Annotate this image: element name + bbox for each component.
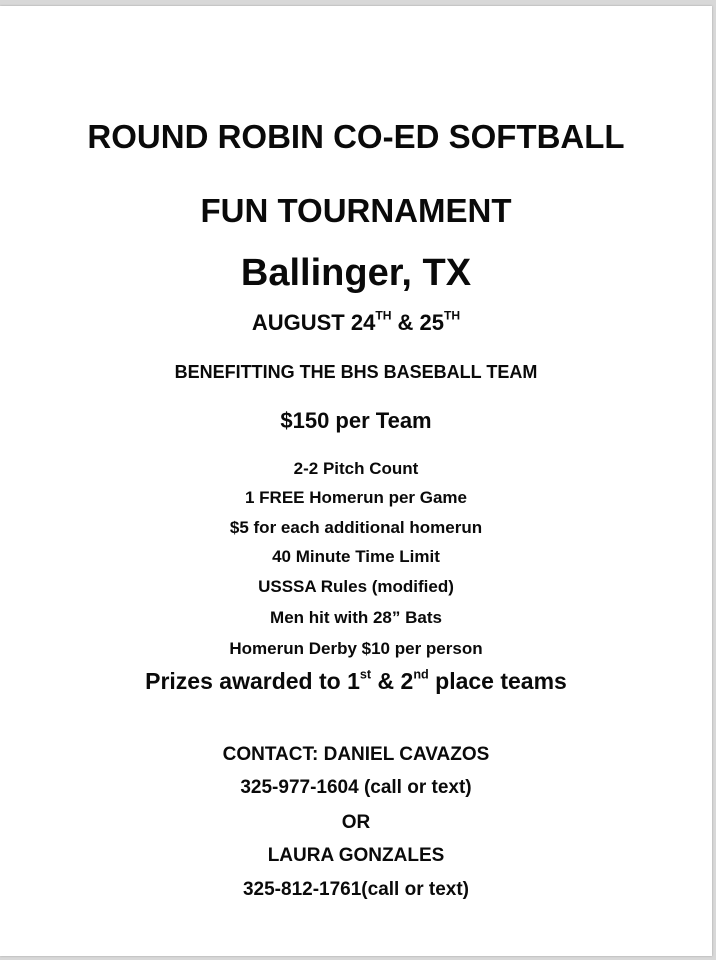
title-line-1: ROUND ROBIN CO-ED SOFTBALL (87, 118, 625, 155)
contact-or: OR (341, 812, 371, 833)
date-middle: & 25 (391, 310, 445, 335)
prizes-sup-2: nd (413, 667, 429, 682)
prizes-sup-1: st (359, 667, 372, 682)
prizes-text (0, 668, 712, 695)
prizes-part-2: & 2 (371, 668, 414, 694)
benefit-text: BENEFITTING THE BHS BASEBALL TEAM (174, 362, 538, 382)
rule-item: 1 FREE Homerun per Game (244, 488, 467, 507)
contact-phone-2: 325-812-1761(call or text) (242, 879, 469, 900)
rule-item: Homerun Derby $10 per person (229, 639, 483, 658)
date-sup-1: TH (375, 308, 392, 323)
prizes-part-1: Prizes awarded to 1 (145, 668, 360, 694)
price-text: $150 per Team (280, 408, 432, 433)
flyer-page (0, 6, 712, 956)
contact-name-2: LAURA GONZALES (267, 845, 445, 866)
title-line-2: FUN TOURNAMENT (200, 192, 512, 229)
event-date (0, 310, 712, 336)
rule-item: USSSA Rules (modified) (258, 577, 454, 596)
date-prefix: AUGUST 24 (251, 310, 376, 335)
location: Ballinger, TX (240, 252, 472, 294)
rule-item: 40 Minute Time Limit (272, 547, 440, 566)
date-sup-2: TH (444, 308, 461, 323)
prizes-part-3: place teams (428, 668, 567, 694)
contact-phone-1: 325-977-1604 (call or text) (240, 777, 472, 798)
rule-item: Men hit with 28” Bats (270, 608, 442, 627)
rule-item: 2-2 Pitch Count (293, 459, 419, 478)
contact-line: CONTACT: DANIEL CAVAZOS (222, 744, 490, 765)
rule-item: $5 for each additional homerun (229, 518, 483, 537)
